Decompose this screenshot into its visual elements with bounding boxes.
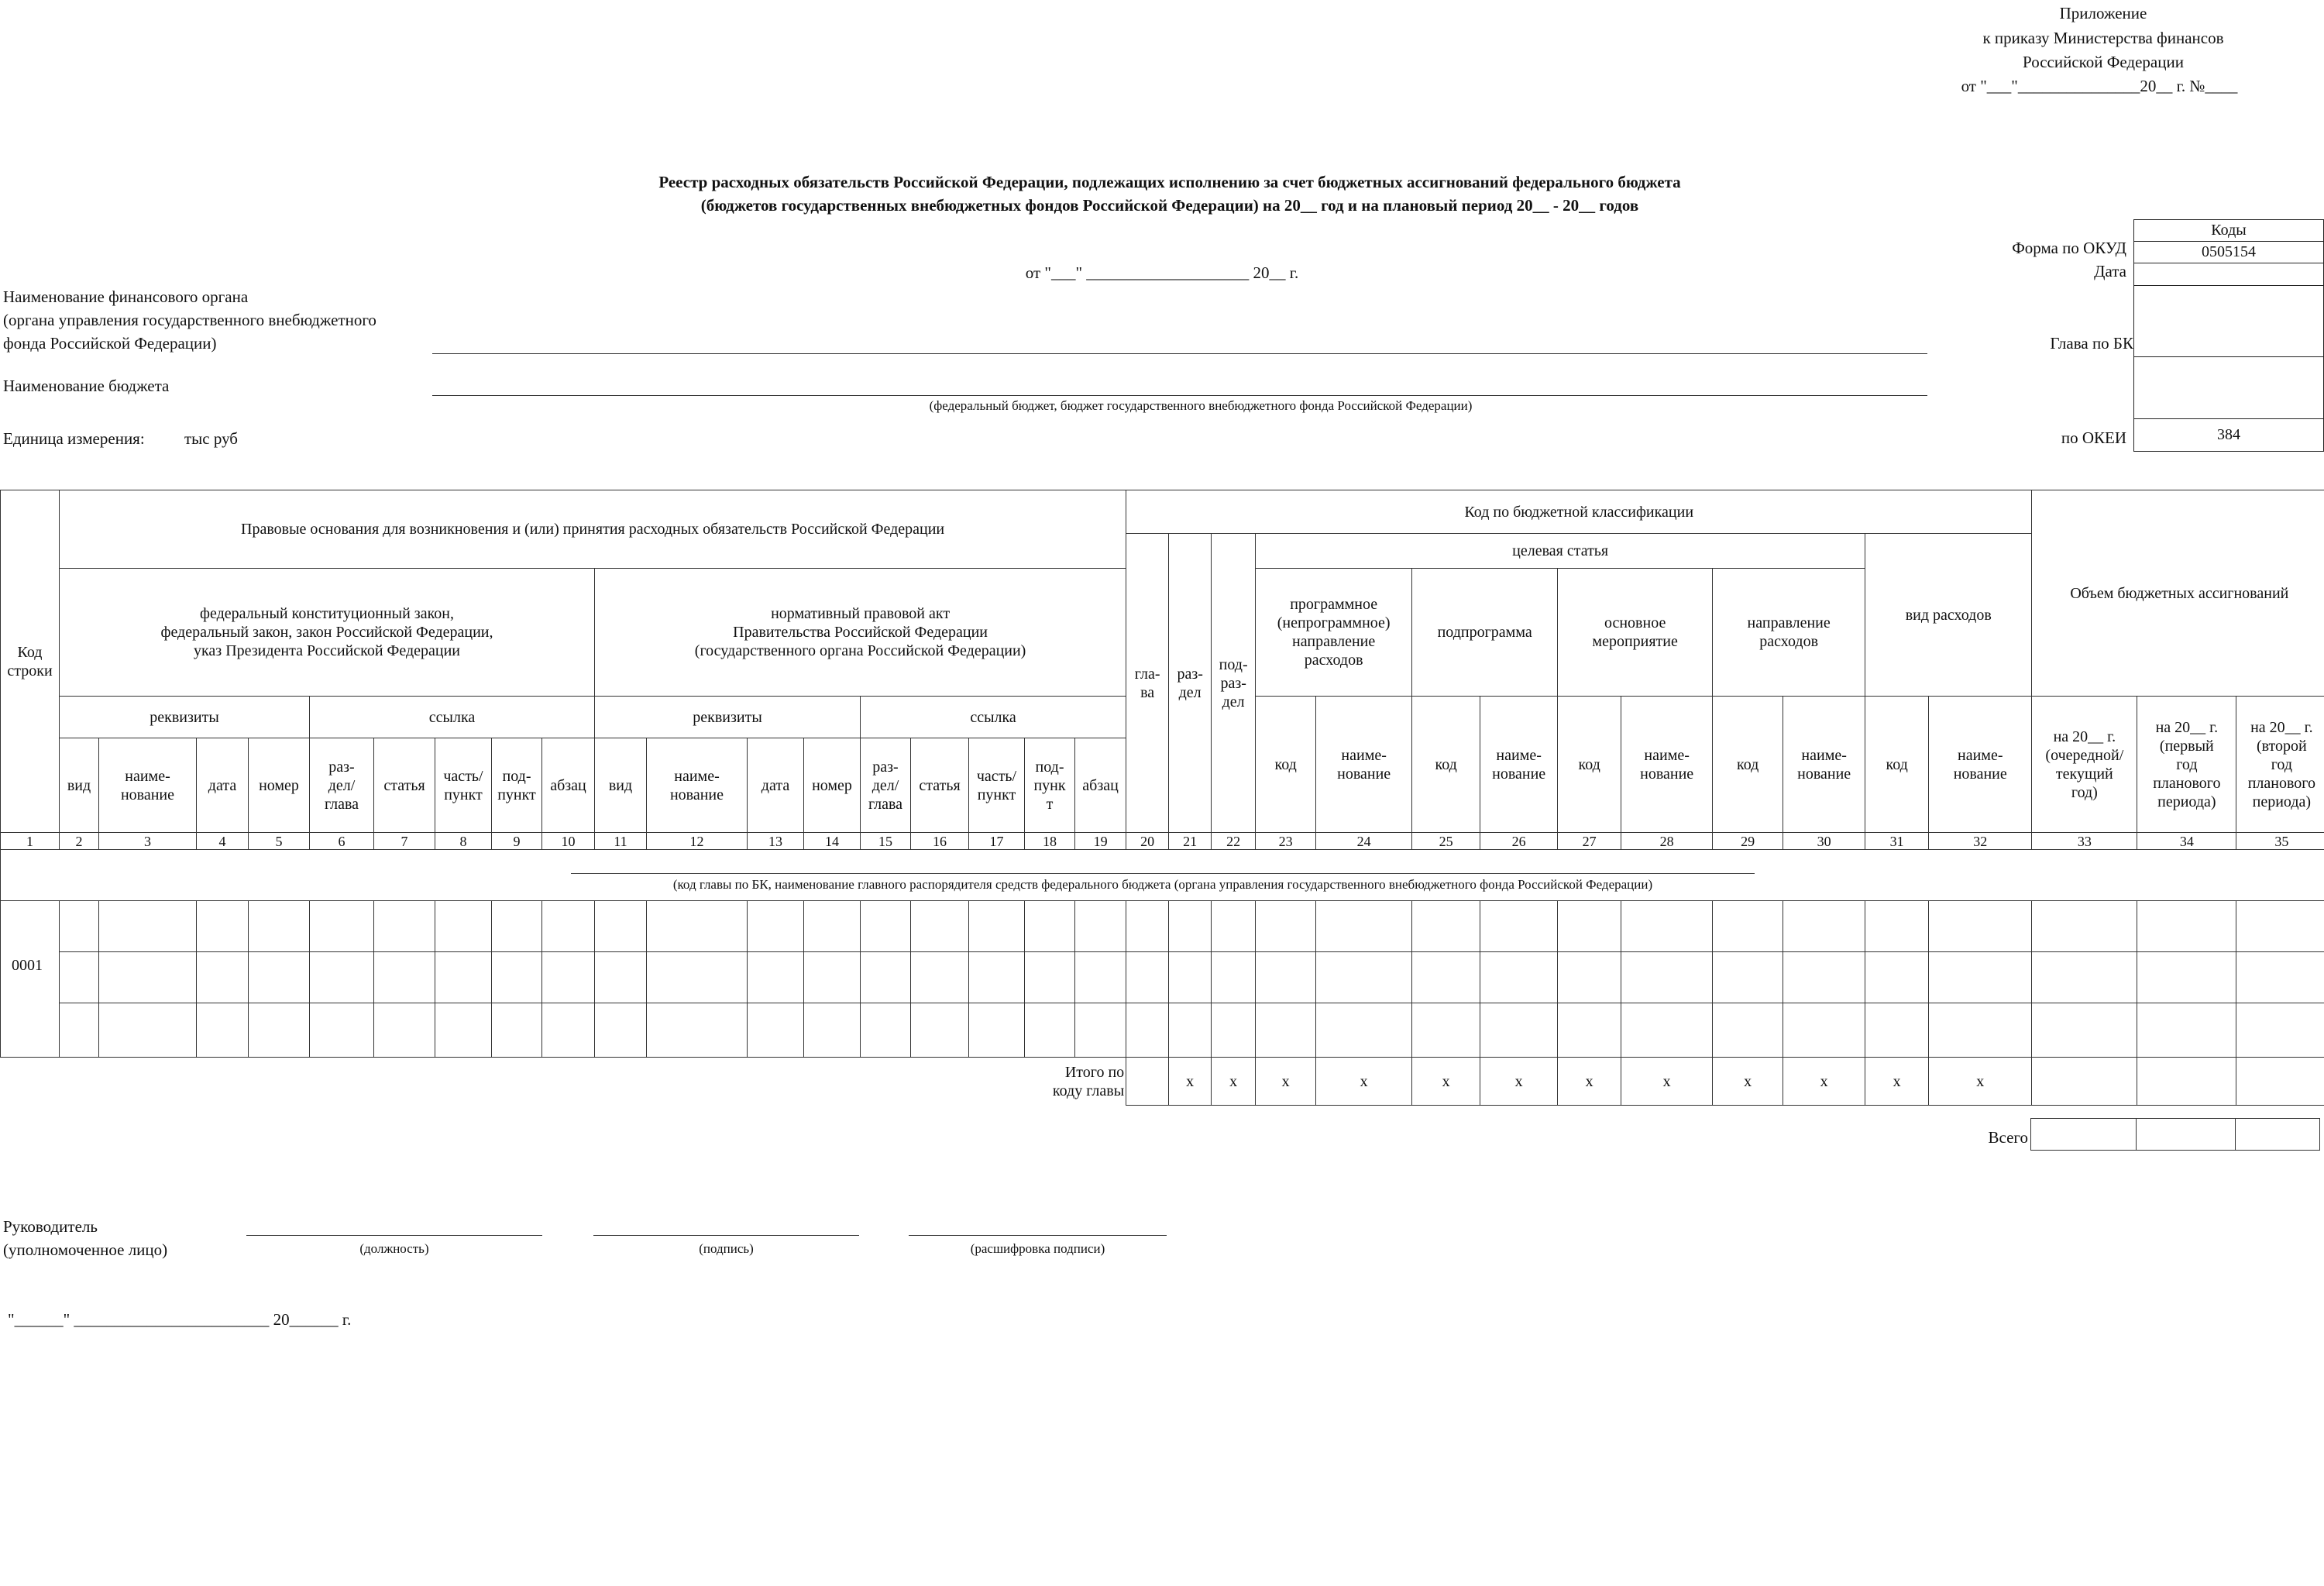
col-num: 34 [2137, 833, 2236, 850]
okei-label: по ОКЕИ [2061, 428, 2126, 447]
col-num: 20 [1126, 833, 1169, 850]
itogo-x: x [1316, 1058, 1412, 1106]
glava-row[interactable] [1, 850, 2324, 901]
codes-box [2133, 219, 2324, 452]
header-nomer-14: номер [804, 738, 861, 833]
header-volume: Объем бюджетных ассигнований [2032, 490, 2324, 697]
header-razdel-6: раз- дел/ глава [310, 738, 374, 833]
header-naim-26: наиме- нование [1480, 697, 1558, 833]
col-num: 2 [60, 833, 99, 850]
header-kod-23: код [1256, 697, 1316, 833]
itogo-row [1, 1058, 2324, 1106]
header-podpunkt-18: под- пунк т [1025, 738, 1075, 833]
document-title-line2: (бюджетов государственных внебюджетных фондов Российской Федерации) на 20__ год и на плановый период 20__ - 20__ годов [700, 196, 1639, 215]
header-razdel: раз- дел [1169, 534, 1212, 833]
col-num: 14 [804, 833, 861, 850]
col-num: 32 [1929, 833, 2032, 850]
header-kod-29: код [1713, 697, 1783, 833]
col-num: 29 [1713, 833, 1783, 850]
col-num: 4 [197, 833, 249, 850]
transcript-hint: (расшифровка подписи) [970, 1241, 1105, 1256]
header-podpunkt-9: под- пункт [492, 738, 542, 833]
budget-label: Наименование бюджета [3, 377, 170, 395]
header-napravlenie: направление расходов [1713, 569, 1865, 697]
header-year-1: на 20__ г. (очередной/ текущий год) [2032, 697, 2137, 833]
col-num: 16 [911, 833, 969, 850]
footer-date: "______" ________________________ 20______ г. [8, 1310, 352, 1329]
vsego-label: Всего [1988, 1128, 2028, 1147]
table-row[interactable] [1, 952, 2324, 1003]
col-num: 13 [748, 833, 804, 850]
itogo-x: x [1929, 1058, 2032, 1106]
header-naim-28: наиме- нование [1621, 697, 1713, 833]
header-podprogramma: подпрограмма [1412, 569, 1558, 697]
fin-organ-label-3: фонда Российской Федерации) [3, 334, 217, 353]
head-label-1: Руководитель [3, 1217, 98, 1236]
registry-table [0, 490, 2324, 1106]
itogo-cell[interactable] [1126, 1058, 1169, 1106]
okud-label: Форма по ОКУД [2012, 239, 2126, 257]
date-value[interactable] [2134, 263, 2323, 286]
header-naim-3: наиме- нование [99, 738, 197, 833]
header-chast-8: часть/ пункт [435, 738, 492, 833]
itogo-x: x [1713, 1058, 1783, 1106]
header-year-2: на 20__ г. (первый год планового периода) [2137, 697, 2236, 833]
column-numbers-row [1, 833, 2324, 850]
col-num: 21 [1169, 833, 1212, 850]
header-celevaya: целевая статья [1256, 534, 1865, 569]
row-code-text: 0001 [12, 957, 43, 974]
header-legal-basis: Правовые основания для возникновения и (или) принятия расходных обязательств Российской Федерации [60, 490, 1126, 569]
header-statya-16: статья [911, 738, 969, 833]
head-label-2: (уполномоченное лицо) [3, 1240, 168, 1259]
header-data-4: дата [197, 738, 249, 833]
fin-organ-line[interactable] [432, 353, 1927, 354]
appendix-line1: Приложение [2059, 4, 2147, 22]
header-program: программное (непрограммное) направление расходов [1256, 569, 1412, 697]
appendix-line3: Российской Федерации [2023, 53, 2184, 71]
itogo-y2[interactable] [2137, 1058, 2236, 1106]
col-num: 31 [1865, 833, 1929, 850]
table-row[interactable] [1, 1003, 2324, 1058]
codes-header: Коды [2134, 220, 2323, 242]
budget-hint: (федеральный бюджет, бюджет государственного внебюджетного фонда Российской Федерации) [929, 398, 1473, 413]
col-num: 19 [1075, 833, 1126, 850]
itogo-label: Итого по коду главы [1, 1058, 1126, 1106]
col-num: 24 [1316, 833, 1412, 850]
budget-line[interactable] [432, 395, 1927, 396]
col-num: 28 [1621, 833, 1713, 850]
itogo-y3[interactable] [2236, 1058, 2324, 1106]
row-code [1, 901, 60, 1058]
vsego-y3[interactable] [2236, 1119, 2319, 1150]
col-num: 25 [1412, 833, 1480, 850]
header-naim-32: наиме- нование [1929, 697, 2032, 833]
col-num: 33 [2032, 833, 2137, 850]
header-vid-rashodov: вид расходов [1865, 534, 2032, 697]
itogo-x: x [1621, 1058, 1713, 1106]
itogo-x: x [1783, 1058, 1865, 1106]
itogo-x: x [1480, 1058, 1558, 1106]
itogo-x: x [1256, 1058, 1316, 1106]
okud-value: 0505154 [2134, 242, 2323, 263]
header-nomer-5: номер [249, 738, 310, 833]
header-podrazdel: под- раз- дел [1212, 534, 1256, 833]
header-naim-24: наиме- нование [1316, 697, 1412, 833]
itogo-x: x [1212, 1058, 1256, 1106]
glava-bk-label: Глава по БК [2050, 334, 2133, 353]
fin-organ-label-1: Наименование финансового органа [3, 287, 249, 306]
header-naim-30: наиме- нование [1783, 697, 1865, 833]
appendix-line2: к приказу Министерства финансов [1982, 29, 2224, 47]
header-abzac-19: абзац [1075, 738, 1126, 833]
itogo-x: x [1169, 1058, 1212, 1106]
okei-value: 384 [2217, 426, 2240, 443]
glava-bk-value[interactable] [2134, 286, 2323, 357]
col-num: 35 [2236, 833, 2324, 850]
unit-value: тыс руб [184, 429, 238, 448]
header-fed-law: федеральный конституционный закон, федеральный закон, закон Российской Федерации, указ Президента Российской Федерации [60, 569, 595, 697]
header-year-3: на 20__ г. (второй год планового периода) [2236, 697, 2324, 833]
vsego-y1[interactable] [2031, 1119, 2137, 1150]
col-num: 15 [861, 833, 911, 850]
header-ssylka-2: ссылка [861, 697, 1126, 738]
header-naim-12: наиме- нование [647, 738, 748, 833]
col-num: 23 [1256, 833, 1316, 850]
col-num: 8 [435, 833, 492, 850]
glava-row-line [571, 873, 1755, 874]
col-num: 11 [595, 833, 647, 850]
header-razdel-15: раз- дел/ глава [861, 738, 911, 833]
col-num: 12 [647, 833, 748, 850]
header-kbk: Код по бюджетной классификации [1126, 490, 2032, 534]
document-date: от "___" ____________________ 20__ г. [1025, 263, 1299, 282]
header-ssylka-1: ссылка [310, 697, 595, 738]
col-num: 22 [1212, 833, 1256, 850]
col-num: 17 [969, 833, 1025, 850]
itogo-y1[interactable] [2032, 1058, 2137, 1106]
header-vid-2: вид [60, 738, 99, 833]
header-data-13: дата [748, 738, 804, 833]
col-num: 10 [542, 833, 595, 850]
header-vid-11: вид [595, 738, 647, 833]
col-num: 3 [99, 833, 197, 850]
header-norm-act: нормативный правовой акт Правительства Российской Федерации (государственного органа Российской Федерации) [595, 569, 1126, 697]
header-abzac-10: абзац [542, 738, 595, 833]
header-rekvizity-2: реквизиты [595, 697, 861, 738]
vsego-box [2030, 1118, 2320, 1151]
header-kod-25: код [1412, 697, 1480, 833]
itogo-x: x [1412, 1058, 1480, 1106]
col-num: 27 [1558, 833, 1621, 850]
header-glava: гла- ва [1126, 534, 1169, 833]
col-num: 26 [1480, 833, 1558, 850]
vsego-y2[interactable] [2137, 1119, 2236, 1150]
header-rekvizity-1: реквизиты [60, 697, 310, 738]
transcript-line[interactable] [909, 1235, 1167, 1236]
col-num: 30 [1783, 833, 1865, 850]
header-kod-stroki: Код строки [1, 490, 60, 833]
itogo-x: x [1558, 1058, 1621, 1106]
col-num: 18 [1025, 833, 1075, 850]
appendix-line4: от "___"_______________20__ г. №____ [1961, 77, 2238, 95]
glava-row-hint: (код главы по БК, наименование главного распорядителя средств федерального бюджета (органа управления государственного внебюджетного фонда Российской Федерации) [672, 877, 1653, 892]
position-hint: (должность) [359, 1241, 429, 1256]
position-line[interactable] [246, 1235, 542, 1236]
col-num: 5 [249, 833, 310, 850]
document-title-line1: Реестр расходных обязательств Российской Федерации, подлежащих исполнению за счет бюджетных ассигнований федерального бюджета [658, 173, 1681, 191]
col-num: 6 [310, 833, 374, 850]
header-kod-31: код [1865, 697, 1929, 833]
itogo-x: x [1865, 1058, 1929, 1106]
signature-line[interactable] [593, 1235, 859, 1236]
header-statya-7: статья [374, 738, 435, 833]
col-num: 7 [374, 833, 435, 850]
date-label: Дата [2094, 262, 2126, 280]
unit-label: Единица измерения: [3, 429, 145, 448]
header-kod-27: код [1558, 697, 1621, 833]
fin-organ-label-2: (органа управления государственного внебюджетного [3, 311, 376, 329]
col-num: 9 [492, 833, 542, 850]
signature-hint: (подпись) [699, 1241, 754, 1256]
table-row[interactable] [1, 901, 2324, 952]
header-chast-17: часть/ пункт [969, 738, 1025, 833]
header-osnovnoe: основное мероприятие [1558, 569, 1713, 697]
budget-code-value[interactable] [2134, 357, 2323, 419]
col-num: 1 [1, 833, 60, 850]
